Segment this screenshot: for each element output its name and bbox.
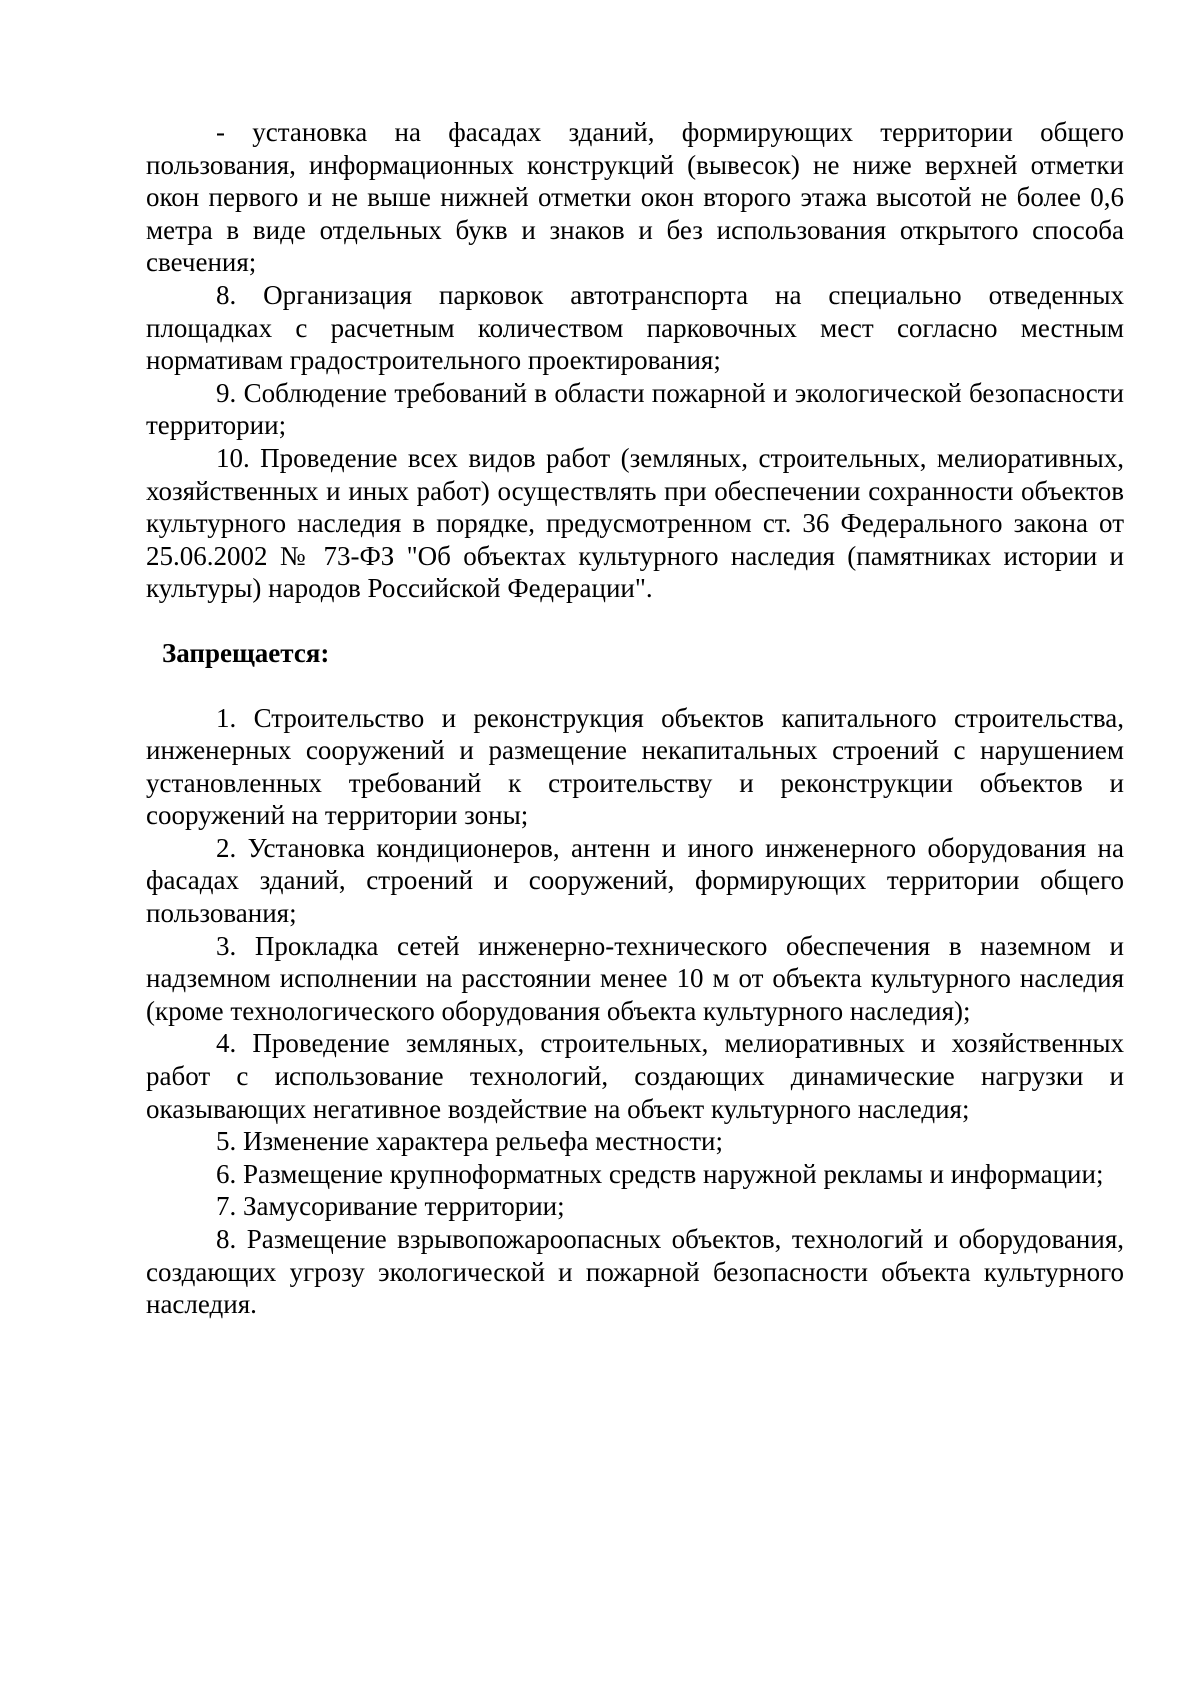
prohibited-item-5: 5. Изменение характера рельефа местности; [216,1126,724,1157]
allowed-item-signage: - установка на фасадах зданий, формирующих территории общего пользования, информационных конструкций (вывесок) не ниже верхней отметки окон первого и не выше нижней отметки окон второго этажа высотой не более 0,6 метра в виде отдельных букв и знаков и без использования открытого способа свечения; [146,117,1124,278]
prohibited-item-6: 6. Размещение крупноформатных средств наружной рекламы и информации; [216,1158,1104,1189]
prohibited-item-4: 4. Проведение земляных, строительных, мелиоративных и хозяйственных работ с использование технологий, создающих динамические нагрузки и оказывающих негативное воздействие на объект культурного наследия; [146,1028,1124,1124]
prohibited-item-2: 2. Установка кондиционеров, антенн и иного инженерного оборудования на фасадах зданий, строений и сооружений, формирующих территории общего пользования; [146,832,1124,929]
prohibited-heading: Запрещается: [162,637,330,668]
allowed-item-9-safety: 9. Соблюдение требований в области пожарной и экологической безопасности территории; [146,377,1124,441]
prohibited-item-1: 1. Строительство и реконструкция объектов капитального строительства, инженерных сооружений и размещение некапитальных строений с нарушением установленных требований к строительству и реконструкции объектов и сооружений на территории зоны; [146,702,1124,831]
prohibited-item-8: 8. Размещение взрывопожароопасных объектов, технологий и оборудования, создающих угрозу экологической и пожарной безопасности объекта культурного наследия. [146,1224,1124,1320]
section-spacer [146,670,1124,702]
document-body [146,116,1124,1321]
allowed-item-10-works: 10. Проведение всех видов работ (земляных, строительных, мелиоративных, хозяйственных и иных работ) осуществлять при обеспечении сохранности объектов культурного наследия в порядке, предусмотренном ст. 36 Федерального закона от 25.06.2002 № 73-ФЗ "Об объектах культурного наследия (памятниках истории и культуры) народов Российской Федерации". [146,442,1124,604]
allowed-item-8-parking: 8. Организация парковок автотранспорта на специально отведенных площадках с расчетным количеством парковочных мест согласно местным нормативам градостроительного проектирования; [146,279,1124,376]
section-spacer [146,605,1124,637]
prohibited-item-7: 7. Замусоривание территории; [216,1191,565,1222]
prohibited-item-3: 3. Прокладка сетей инженерно-технического обеспечения в наземном и надземном исполнении на расстоянии менее 10 м от объекта культурного наследия (кроме технологического оборудования объекта культурного наследия); [146,930,1124,1026]
